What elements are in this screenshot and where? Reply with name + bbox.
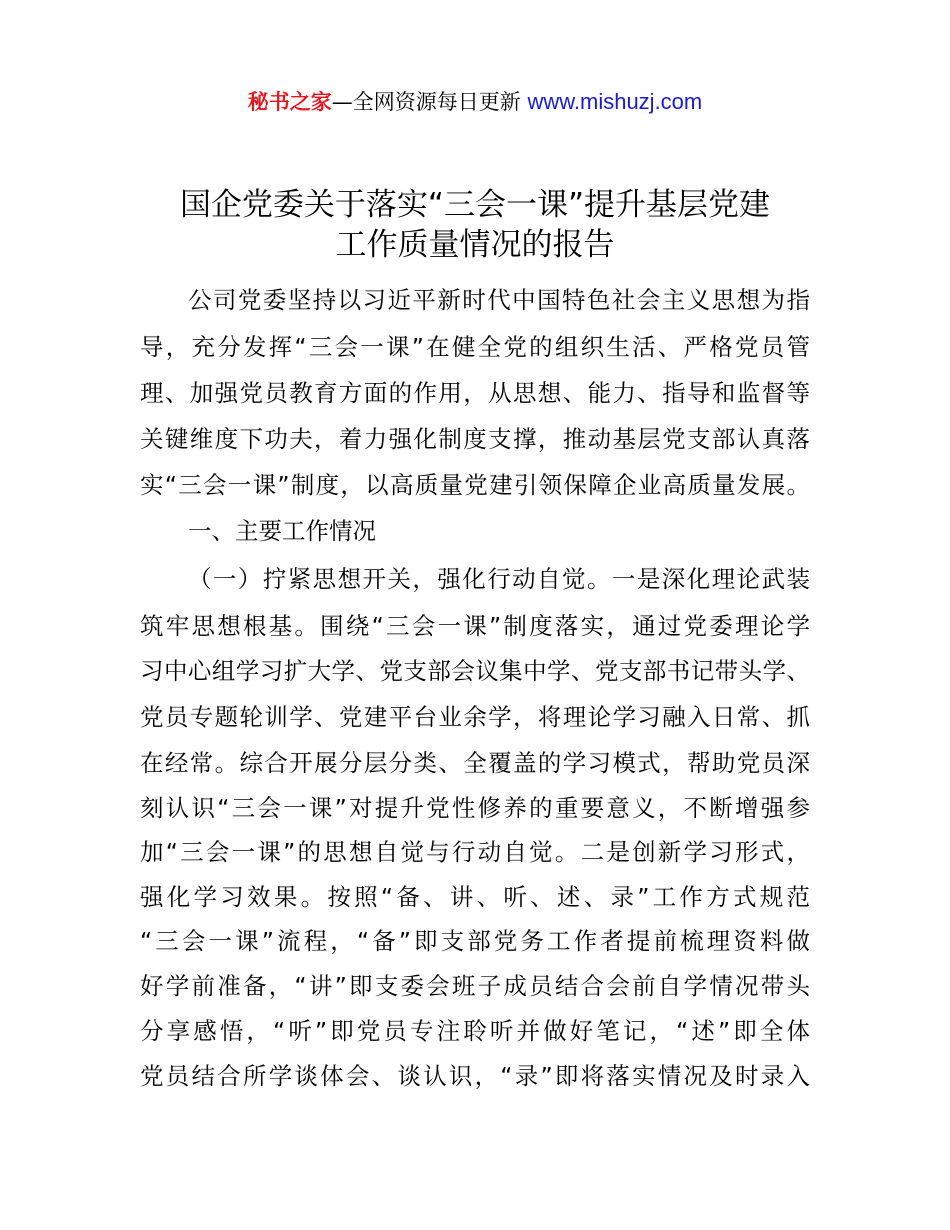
site-url[interactable]: www.mishuzj.com: [527, 89, 703, 114]
paragraph-line: 党员结合所学谈体会、谈认识，“录”即将落实情况及时录入: [140, 1062, 810, 1090]
paragraph-line: 刻认识“三会一课”对提升党性修养的重要意义，不断增强参: [140, 794, 810, 822]
paragraph-line: 好学前准备，“讲”即支委会班子成员结合会前自学情况带头: [140, 972, 810, 1000]
paragraph-line: （一）拧紧思想开关，强化行动自觉。一是深化理论武装: [188, 565, 810, 593]
document-title-line-2: 工作质量情况的报告: [335, 227, 615, 263]
paragraph-line: 导，充分发挥“三会一课”在健全党的组织生活、严格党员管: [140, 333, 810, 361]
document-title-line-1: 国企党委关于落实“三会一课”提升基层党建: [179, 187, 771, 223]
paragraph-line: 分享感悟，“听”即党员专注聆听并做好笔记，“述”即全体: [140, 1017, 810, 1045]
paragraph-line: 党员专题轮训学、党建平台业余学，将理论学习融入日常、抓: [140, 703, 810, 731]
paragraph-line: 实“三会一课”制度，以高质量党建引领保障企业高质量发展。: [140, 471, 810, 499]
paragraph-line: 公司党委坚持以习近平新时代中国特色社会主义思想为指: [188, 286, 810, 314]
header-tagline: —全网资源每日更新: [331, 90, 528, 114]
brand-name: 秘书之家: [247, 90, 332, 114]
site-header: [0, 88, 950, 116]
paragraph-line: 理、加强党员教育方面的作用，从思想、能力、指导和监督等: [140, 379, 810, 407]
paragraph-line: 关键维度下功夫，着力强化制度支撑，推动基层党支部认真落: [140, 425, 810, 453]
paragraph-line: 强化学习效果。按照“备、讲、听、述、录”工作方式规范: [140, 883, 810, 911]
paragraph-line: 在经常。综合开展分层分类、全覆盖的学习模式，帮助党员深: [140, 749, 810, 777]
section-heading: 一、主要工作情况: [188, 517, 376, 545]
paragraph-line: 习中心组学习扩大学、党支部会议集中学、党支部书记带头学、: [140, 657, 810, 685]
paragraph-line: 筑牢思想根基。围绕“三会一课”制度落实，通过党委理论学: [140, 612, 810, 640]
paragraph-line: 加“三会一课”的思想自觉与行动自觉。二是创新学习形式，: [140, 838, 810, 866]
paragraph-line: “三会一课”流程，“备”即支部党务工作者提前梳理资料做: [140, 927, 810, 955]
